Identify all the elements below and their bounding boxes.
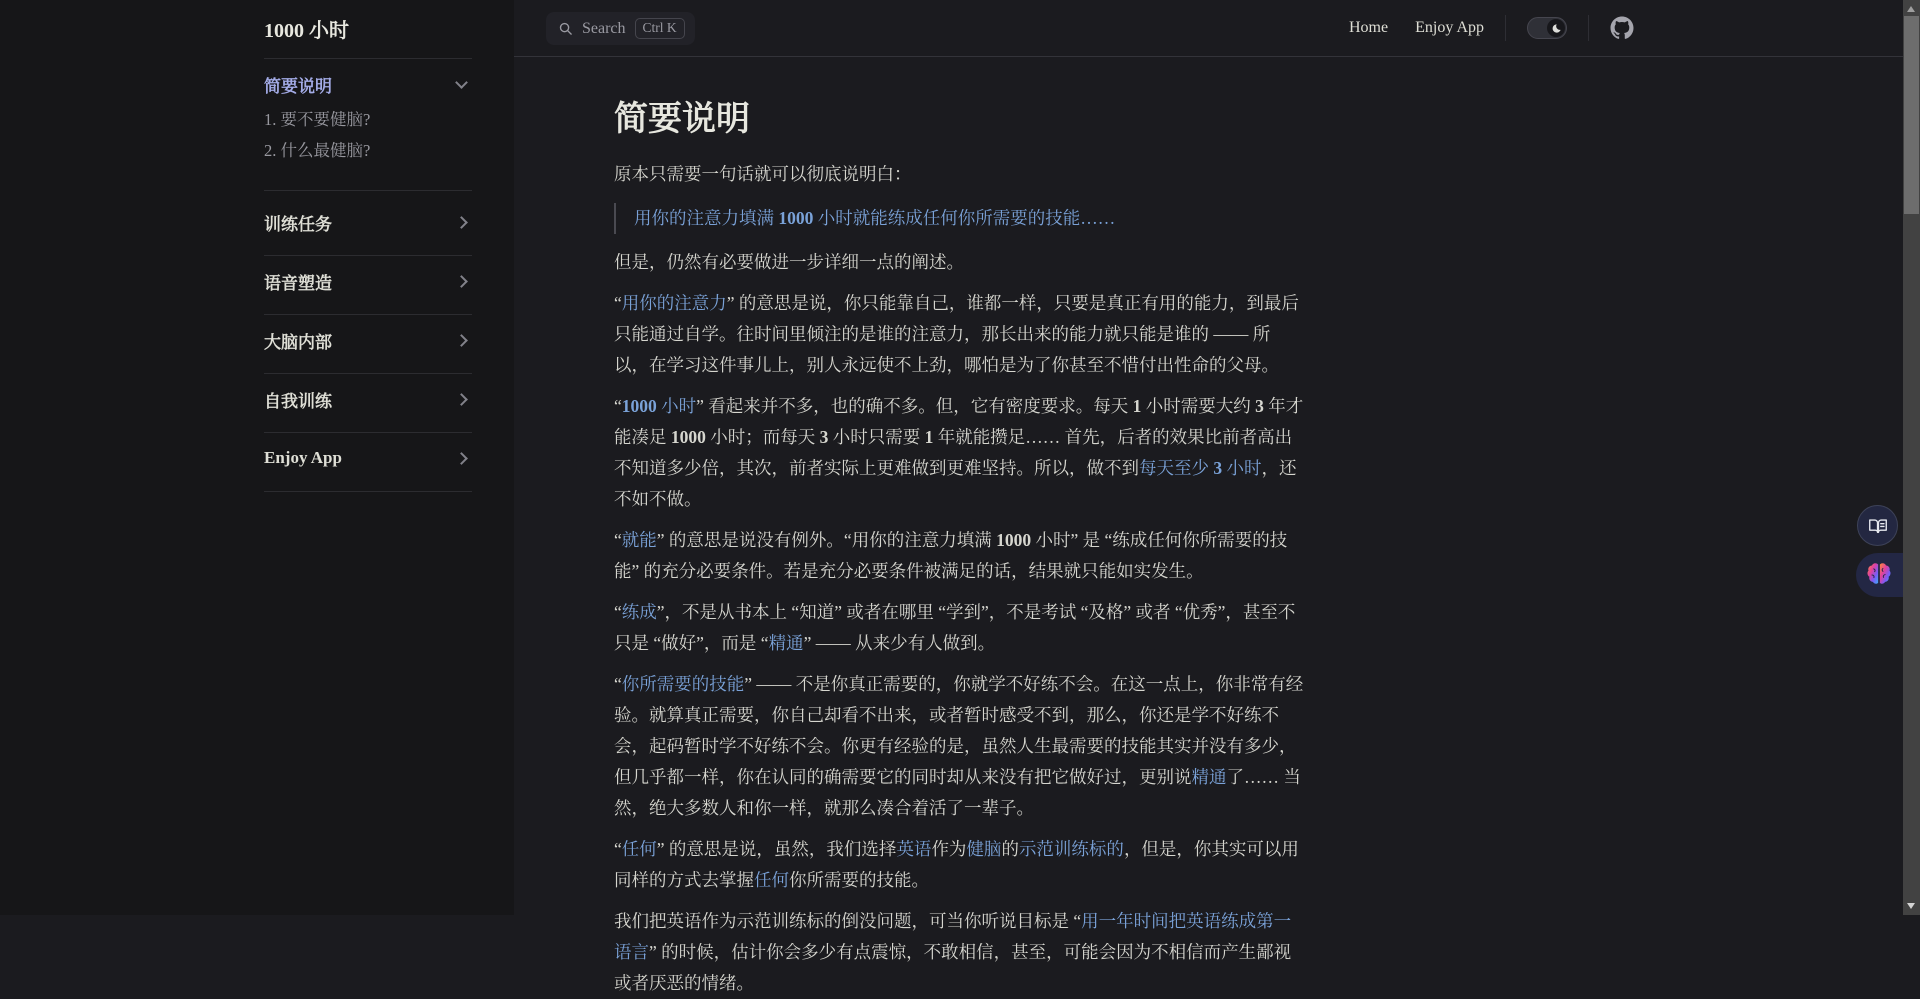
text-segment: 小时只需要 xyxy=(828,427,925,447)
text-segment: ” 看起来并不多，也的确不多。但，它有密度要求。每天 xyxy=(696,396,1133,416)
text-segment: “ xyxy=(614,293,622,313)
inline-link[interactable]: 小时就能练成任何你所需要的技能…… xyxy=(813,208,1116,228)
chevron-down-icon xyxy=(455,76,468,89)
text-segment: ” —— 不是你真正需要的，你就学不好练不会。在这一点上，你非常有经验。就算真正需要，你自己却看不出来，或者暂时感受不到，那么，你还是学不好练不会，起码暂时学不好练不会。你更有经验的是，虽然人生最需要的技能其实并没有多少，但几乎都一样，你在认同的确需要它的同时却从来没有把它做好过，更别说 xyxy=(614,674,1304,787)
paragraph xyxy=(614,391,1304,515)
quote-link xyxy=(634,203,1324,234)
text-segment: 小时需要大约 xyxy=(1141,396,1256,416)
text-segment: ” 的意思是说没有例外。“用你的注意力填满 xyxy=(656,530,997,550)
inline-link[interactable]: 精通 xyxy=(768,633,804,653)
text-segment: 作为 xyxy=(931,839,967,859)
text-segment: “ xyxy=(614,530,622,550)
chevron-right-icon xyxy=(455,216,468,229)
text-segment: ，还不如不做。 xyxy=(614,458,1297,509)
search-shortcut: Ctrl K xyxy=(635,18,685,39)
sidebar-group-overview xyxy=(264,59,472,197)
text-segment: 了…… 当然，绝大多数人和你一样，就那么凑合着活了一辈子。 xyxy=(614,767,1301,818)
text-segment: “ xyxy=(614,602,622,622)
sidebar-group-toggle[interactable] xyxy=(264,387,472,411)
search-label: Search xyxy=(582,19,626,37)
scrollbar-up-arrow[interactable] xyxy=(1907,6,1915,12)
text-segment: “ xyxy=(614,674,622,694)
text-segment: 3 xyxy=(1255,396,1264,416)
chevron-right-icon xyxy=(455,452,468,465)
text-segment: 1 xyxy=(924,427,934,447)
inline-link[interactable]: 1000 xyxy=(778,208,814,228)
sidebar-group-self-training xyxy=(264,374,472,433)
text-segment: 年才能凑足 xyxy=(614,396,1304,447)
inline-link[interactable]: 健脑 xyxy=(966,839,1002,859)
text-segment: “ xyxy=(614,396,622,416)
sidebar-item[interactable]: 2. 什么最健脑? xyxy=(264,141,371,160)
text-segment: 你所需要的技能。 xyxy=(789,870,929,890)
scrollbar-down-arrow[interactable] xyxy=(1907,903,1915,909)
nav-right xyxy=(1349,0,1634,56)
sidebar-group-label: 自我训练 xyxy=(264,391,332,411)
sidebar-group-enjoy-app xyxy=(264,433,472,492)
inline-link[interactable]: 用一年时间把英语练成第一语言 xyxy=(614,911,1292,962)
inline-link[interactable]: 你所需要的技能 xyxy=(621,674,745,694)
text-segment: ” 的意思是说，你只能靠自己，谁都一样，只要是真正有用的能力，到最后只能通过自学。往时间里倾注的是谁的注意力，那长出来的能力就只能是谁的 —— 所以，在学习这件事儿上，别人永远使不上劲，哪怕是为了你甚至不惜付出性命的父母。 xyxy=(614,293,1299,375)
scrollbar-thumb[interactable] xyxy=(1904,16,1919,214)
text-segment: 年就能攒足…… 首先，后者的效果比前者高出不知道多少倍，其次，前者实际上更难做到更难坚持。所以，做不到 xyxy=(614,427,1293,478)
inline-link[interactable]: 就能 xyxy=(621,530,657,550)
text-segment: ”，不是从书本上 “知道” 或者在哪里 “学到”，不是考试 “及格” 或者 “优秀”，甚至不只是 “做好”，而是 “ xyxy=(614,602,1296,653)
inline-link[interactable]: 任何 xyxy=(754,870,789,890)
text-segment: ” —— 从来少有人做到。 xyxy=(803,633,996,653)
open-book-icon xyxy=(1867,515,1889,537)
paragraph xyxy=(614,669,1304,824)
text-segment: 3 xyxy=(819,427,829,447)
inline-link[interactable]: 用你的注意力填满 xyxy=(634,208,779,228)
paragraph xyxy=(614,247,1304,278)
paragraph xyxy=(614,159,1304,190)
sidebar-group-toggle[interactable] xyxy=(264,210,472,234)
text-segment: 1 xyxy=(1132,396,1142,416)
paragraph xyxy=(614,597,1304,659)
moon-icon xyxy=(1551,23,1562,34)
brain-icon xyxy=(1865,561,1893,589)
inline-link[interactable]: 用你的注意力 xyxy=(621,293,727,313)
paragraph xyxy=(614,906,1304,999)
page-title: 简要说明 xyxy=(614,101,750,138)
reader-widget-button[interactable] xyxy=(1857,505,1898,546)
sidebar-item[interactable]: 1. 要不要健脑? xyxy=(264,110,371,129)
text-segment: 但是，仍然有必要做进一步详细一点的阐述。 xyxy=(614,252,964,272)
inline-link[interactable]: 练成 xyxy=(621,602,657,622)
inline-link[interactable]: 示范训练标的 xyxy=(1018,839,1124,859)
search-button[interactable] xyxy=(546,12,695,45)
inline-link[interactable]: 小时 xyxy=(1222,458,1262,478)
text-segment: ” 的时候，估计你会多少有点震惊，不敢相信，甚至，可能会因为不相信而产生鄙视或者厌恶的情绪。 xyxy=(614,942,1292,993)
main-area xyxy=(514,0,1903,993)
chevron-right-icon xyxy=(455,275,468,288)
sidebar-group-training-tasks xyxy=(264,197,472,256)
divider xyxy=(1588,15,1589,41)
text-segment: ” 的意思是说，虽然，我们选择 xyxy=(656,839,897,859)
nav-link-enjoy-app[interactable]: Enjoy App xyxy=(1415,19,1484,36)
theme-toggle[interactable] xyxy=(1527,17,1567,39)
sidebar-group-label: 大脑内部 xyxy=(264,332,332,352)
text-segment: 的 xyxy=(1001,839,1019,859)
chevron-right-icon xyxy=(455,334,468,347)
sidebar-group-label: 训练任务 xyxy=(264,214,332,234)
inline-link[interactable]: 任何 xyxy=(621,839,657,859)
sidebar-group-voice-shaping xyxy=(264,256,472,315)
sidebar-group-label: 语音塑造 xyxy=(264,273,332,293)
sidebar-group-label: 简要说明 xyxy=(264,76,332,96)
paragraph xyxy=(614,834,1304,896)
text-segment: 原本只需要一句话就可以彻底说明白： xyxy=(614,164,912,184)
sidebar-group-toggle[interactable] xyxy=(264,269,472,293)
divider xyxy=(264,190,472,191)
github-icon[interactable] xyxy=(1610,16,1634,40)
text-segment: 我们把英语作为示范训练标的倒没问题，可当你听说目标是 “ xyxy=(614,911,1082,931)
quote-block xyxy=(614,203,1304,234)
inline-link[interactable]: 精通 xyxy=(1191,767,1227,787)
text-segment: ，但是，你其实可以用同样的方式去掌握 xyxy=(614,839,1299,890)
chevron-right-icon xyxy=(455,393,468,406)
text-segment: 1000 xyxy=(996,530,1032,550)
toggle-knob xyxy=(1547,19,1565,37)
sidebar xyxy=(0,0,514,915)
sidebar-group-toggle[interactable] xyxy=(264,446,472,470)
paragraph xyxy=(614,288,1304,381)
text-segment: “ xyxy=(614,839,622,859)
article xyxy=(514,57,1304,999)
inline-link[interactable]: 小时 xyxy=(656,396,697,416)
scrollbar[interactable] xyxy=(1903,0,1920,915)
paragraph xyxy=(614,525,1304,587)
text-segment: 小时；而每天 xyxy=(705,427,820,447)
inline-link[interactable]: 3 xyxy=(1213,458,1223,478)
nav-link-home[interactable]: Home xyxy=(1349,19,1389,36)
inline-link[interactable]: 英语 xyxy=(896,839,932,859)
sidebar-group-toggle[interactable] xyxy=(264,328,472,352)
site-title[interactable]: 1000 小时 xyxy=(264,0,472,59)
magnifier-icon xyxy=(558,21,573,36)
text-segment: 1000 xyxy=(670,427,706,447)
text-segment: 小时” 是 “练成任何你所需要的技能” 的充分必要条件。若是充分必要条件被满足的话，结果就只能如实发生。 xyxy=(614,530,1288,581)
inline-link[interactable]: 1000 xyxy=(621,396,657,416)
sidebar-group-toggle[interactable] xyxy=(264,72,472,96)
sidebar-group-label: Enjoy App xyxy=(264,448,342,467)
sidebar-sublist xyxy=(264,96,472,168)
navbar xyxy=(514,0,1903,57)
divider xyxy=(1505,15,1506,41)
sidebar-group-inside-brain xyxy=(264,315,472,374)
inline-link[interactable]: 每天至少 xyxy=(1139,458,1214,478)
